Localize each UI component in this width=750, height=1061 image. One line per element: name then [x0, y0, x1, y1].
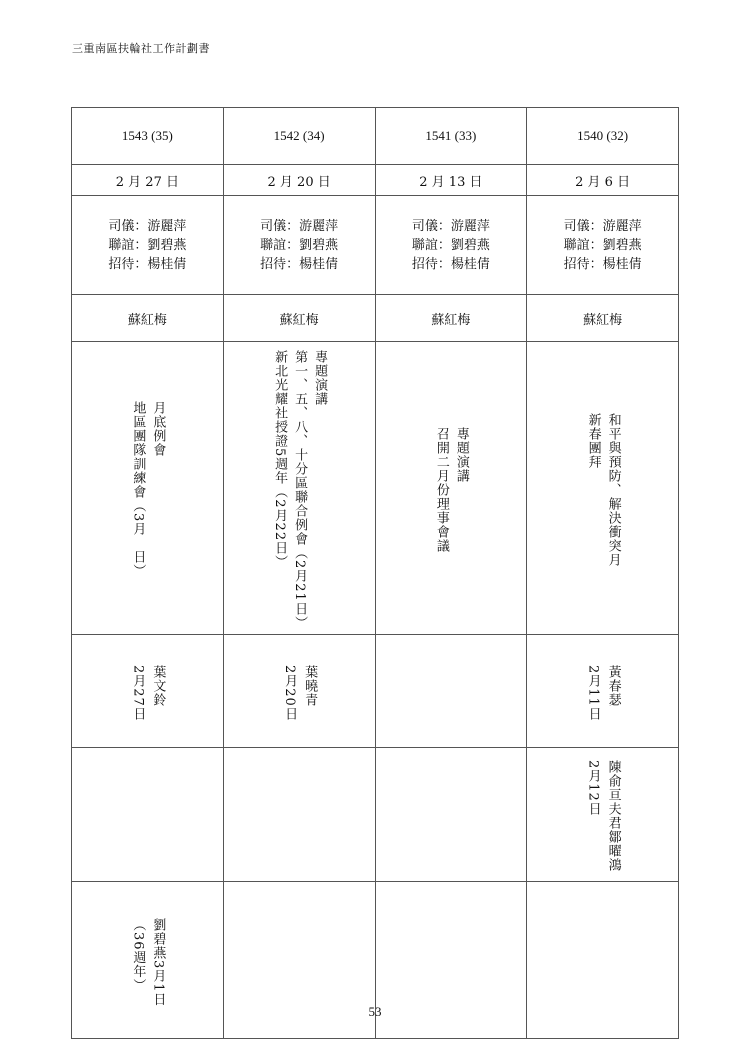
birthday-cell — [223, 634, 375, 747]
duty-roles-cell — [527, 196, 679, 295]
meeting-date-cell: 2 月 20 日 — [223, 165, 375, 196]
program-cell — [72, 342, 224, 635]
weekly-plan-table — [71, 107, 679, 1039]
duty-roles-row — [72, 196, 679, 295]
meeting-number-row — [72, 108, 679, 165]
speaker-row — [72, 295, 679, 342]
program-text: 和平與預防、解決衝突月 新春團拜 — [585, 412, 621, 567]
emcee-role: 司儀：游麗萍 — [411, 218, 490, 234]
program-cell — [375, 342, 527, 635]
document-header: 三重南區扶輪社工作計劃書 — [72, 42, 210, 55]
spouse-birthday-cell — [375, 747, 527, 881]
reception-role: 招待：楊桂倩 — [411, 256, 490, 272]
anniversary-text: 劉碧燕3月1日 （36週年） — [130, 917, 166, 1007]
speaker-cell: 蘇紅梅 — [223, 295, 375, 342]
program-row — [72, 342, 679, 635]
fellowship-role: 聯誼：劉碧燕 — [260, 237, 339, 253]
spouse-birthday-cell — [72, 747, 224, 881]
emcee-role: 司儀：游麗萍 — [108, 218, 187, 234]
birthday-cell — [72, 634, 224, 747]
birthday-cell — [375, 634, 527, 747]
meeting-date-cell: 2 月 27 日 — [72, 165, 224, 196]
spouse-birthday-cell — [527, 747, 679, 881]
birthday-row — [72, 634, 679, 747]
reception-role: 招待：楊桂倩 — [108, 256, 187, 272]
duty-roles-cell — [223, 196, 375, 295]
meeting-date-row — [72, 165, 679, 196]
meeting-date-cell: 2 月 6 日 — [527, 165, 679, 196]
spouse-birthday-cell — [223, 747, 375, 881]
birthday-text: 葉文鈴 2月27日 — [130, 664, 166, 721]
emcee-role: 司儀：游麗萍 — [260, 218, 339, 234]
birthday-text: 黃春瑟 2月11日 — [585, 664, 621, 721]
fellowship-role: 聯誼：劉碧燕 — [108, 237, 187, 253]
spouse-birthday-row — [72, 747, 679, 881]
meeting-number-cell: 1543 (35) — [72, 108, 224, 165]
program-text: 專題演講 召開二月份理事會議 — [433, 426, 469, 553]
duty-roles-cell — [375, 196, 527, 295]
fellowship-role: 聯誼：劉碧燕 — [411, 237, 490, 253]
emcee-role: 司儀：游麗萍 — [563, 218, 642, 234]
meeting-number-cell: 1542 (34) — [223, 108, 375, 165]
meeting-number-cell: 1540 (32) — [527, 108, 679, 165]
fellowship-role: 聯誼：劉碧燕 — [563, 237, 642, 253]
page-number: 53 — [368, 1004, 382, 1019]
speaker-cell: 蘇紅梅 — [527, 295, 679, 342]
program-text: 月底例會 地區團隊訓練會（3月 日） — [130, 401, 166, 579]
spouse-birthday-text: 陳俞亘夫君鄒曜鴻 2月12日 — [585, 760, 621, 873]
speaker-cell: 蘇紅梅 — [72, 295, 224, 342]
duty-roles-cell — [72, 196, 224, 295]
meeting-number-cell: 1541 (33) — [375, 108, 527, 165]
birthday-cell — [527, 634, 679, 747]
speaker-cell: 蘇紅梅 — [375, 295, 527, 342]
birthday-text: 葉曉青 2月20日 — [282, 664, 318, 721]
reception-role: 招待：楊桂倩 — [260, 256, 339, 272]
program-cell — [527, 342, 679, 635]
program-text: 專題演講 第一、五、八、十分區聯合例會（2月21日） 新北光耀社授證5週年（2月22日） — [272, 350, 328, 630]
meeting-date-cell: 2 月 13 日 — [375, 165, 527, 196]
program-cell — [223, 342, 375, 635]
reception-role: 招待：楊桂倩 — [563, 256, 642, 272]
